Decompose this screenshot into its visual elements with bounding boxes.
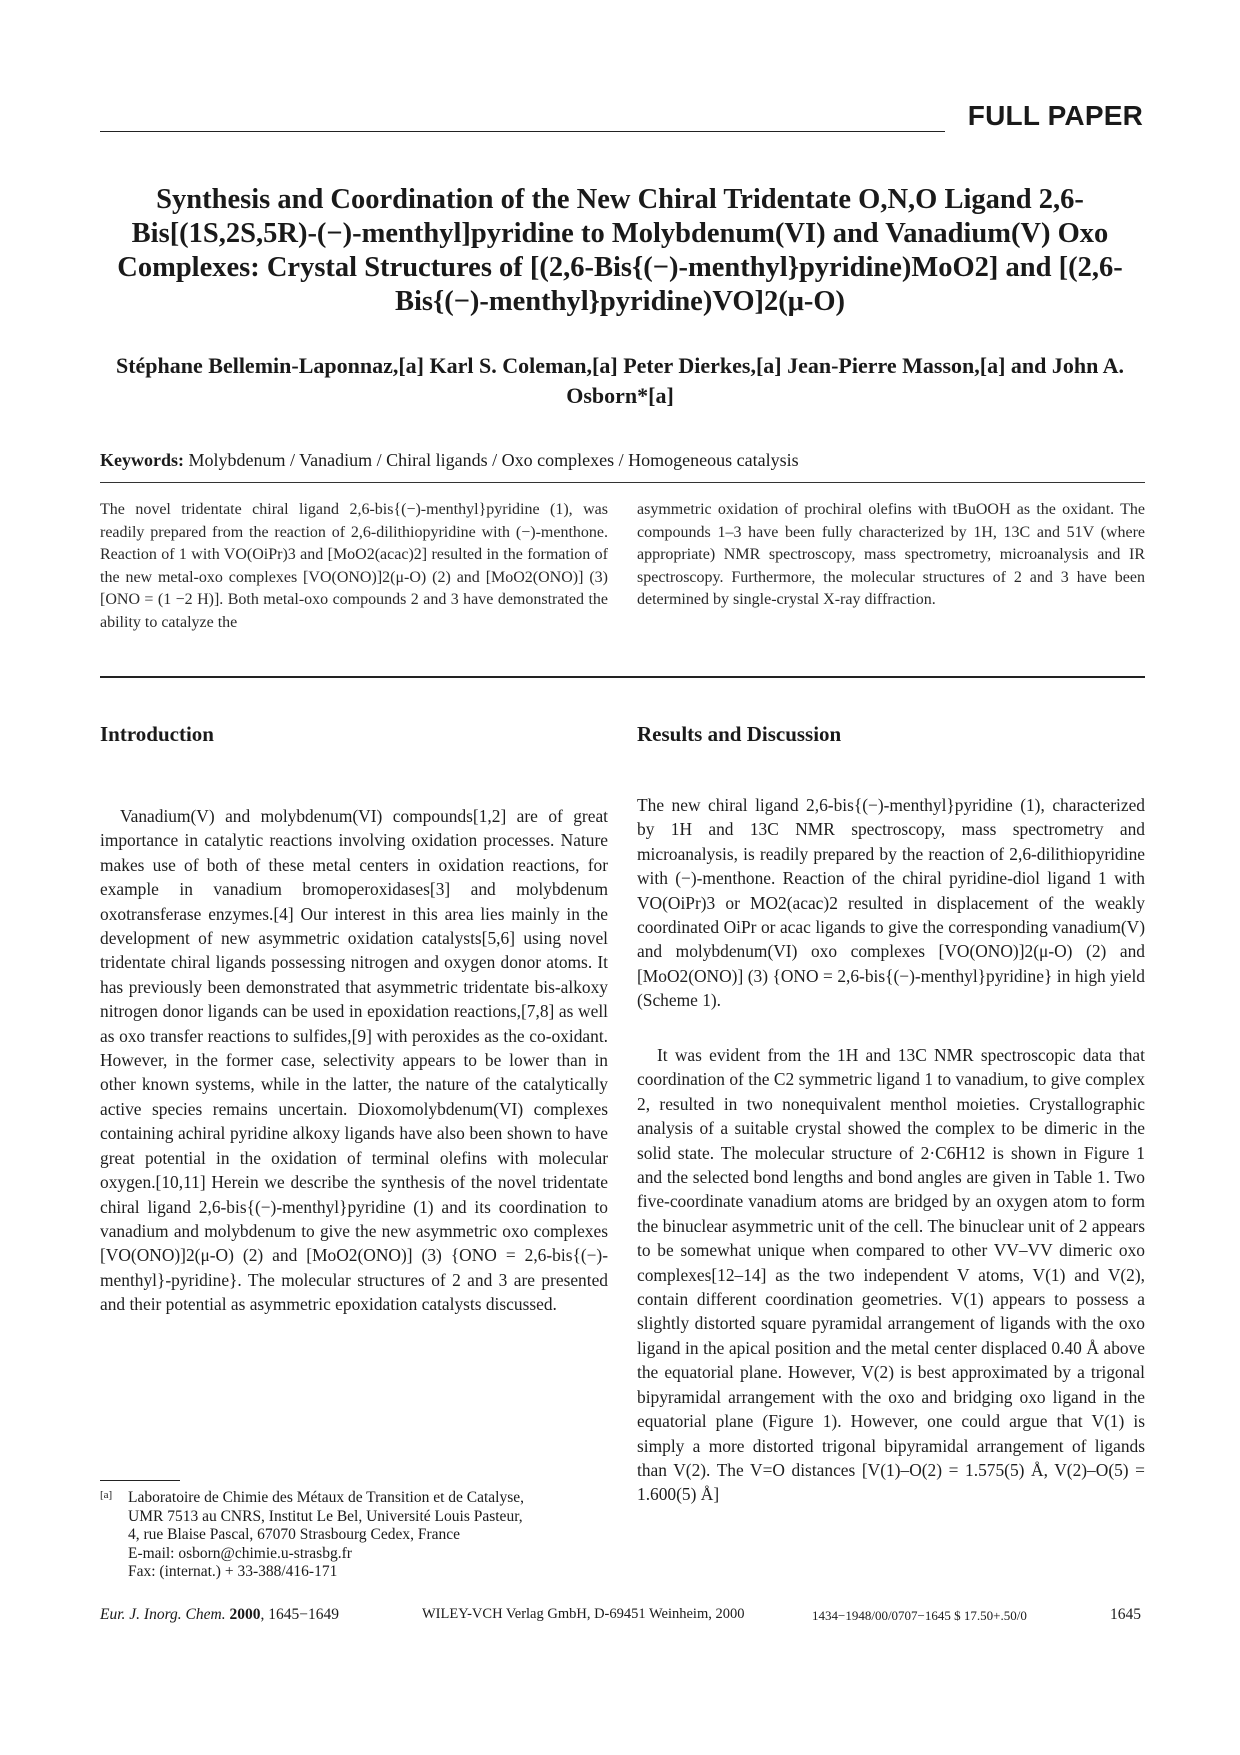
keywords-label: Keywords: bbox=[100, 450, 184, 470]
results-heading: Results and Discussion bbox=[637, 722, 842, 746]
journal-citation bbox=[100, 1606, 339, 1624]
abstract-rule bbox=[100, 676, 1145, 678]
journal-name: Eur. J. Inorg. Chem. bbox=[100, 1606, 226, 1623]
issn-line: 1434−1948/00/0707−1645 $ 17.50+.50/0 bbox=[812, 1608, 1027, 1623]
abstract-right-column: asymmetric oxidation of prochiral olefins with tBuOOH as the oxidant. The compounds 1–3 have been fully characterized by 1H, 13C and 51V (where appropriate) NMR spectroscopy, mass spectrometry, microanalysis and IR spectroscopy. Furthermore, the molecular structures of 2 and 3 have been determined by single-crystal X-ray diffraction. bbox=[637, 501, 1145, 608]
section-label: FULL PAPER bbox=[967, 100, 1143, 131]
footnote-line: Fax: (internat.) + 33-388/416-171 bbox=[128, 1563, 338, 1580]
keywords-line bbox=[100, 448, 1140, 472]
article-title: Synthesis and Coordination of the New Chiral Tridentate O,N,O Ligand 2,6-Bis[(1S,2S,5R)-(−)-menthyl]pyridine to Molybdenum(VI) and Vanadium(V) Oxo Complexes: Crystal Structures of [(2,6-Bis{(−)-menthyl}pyridine)MoO2] and [(2,6-Bis{(−)-menthyl}pyridine)VO]2(μ-O) bbox=[117, 184, 1123, 317]
footnote-mark: [a] bbox=[100, 1489, 113, 1501]
footnote-line: UMR 7513 au CNRS, Institut Le Bel, Université Louis Pasteur, bbox=[128, 1507, 523, 1525]
publisher-line: WILEY-VCH Verlag GmbH, D-69451 Weinheim, 2000 bbox=[422, 1606, 745, 1622]
results-paragraph-1: The new chiral ligand 2,6-bis{(−)-menthyl}pyridine (1), characterized by 1H and 13C NMR spectroscopy, mass spectrometry and microanalysis, is readily prepared by the reaction of 2,6-dilithiopyridine with (−)-menthone. Reaction of the chiral pyridine-diol ligand 1 with VO(OiPr)3 or MO2(acac)2 resulted in displacement of the weakly coordinated OiPr or acac ligands to give the corresponding vanadium(V) and molybdenum(VI) oxo complexes [VO(ONO)]2(μ-O) (2) and [MoO2(ONO)] (3) {ONO = 2,6-bis{(−)-menthyl}pyridine} in high yield (Scheme 1). bbox=[637, 795, 1145, 1011]
author-list: Stéphane Bellemin-Laponnaz,[a] Karl S. Coleman,[a] Peter Dierkes,[a] Jean-Pierre Masson,[a] and John A. Osborn*[a] bbox=[115, 353, 1125, 408]
footnote-email[interactable]: E-mail: osborn@chimie.u-strasbg.fr bbox=[128, 1544, 352, 1562]
abstract-left-column: The novel tridentate chiral ligand 2,6-bis{(−)-menthyl}pyridine (1), was readily prepared from the reaction of 2,6-dilithiopyridine with (−)-menthone. Reaction of 1 with VO(OiPr)3 and [MoO2(acac)2] resulted in the formation of the new metal-oxo complexes [VO(ONO)]2(μ-O) (2) and [MoO2(ONO)] (3) [ONO = (1 −2 H)]. Both metal-oxo compounds 2 and 3 have demonstrated the ability to catalyze the bbox=[100, 501, 608, 631]
footnote-line: Laboratoire de Chimie des Métaux de Transition et de Catalyse, bbox=[128, 1489, 525, 1506]
footnote-line: 4, rue Blaise Pascal, 67070 Strasbourg Cedex, France bbox=[128, 1526, 461, 1543]
footnote-rule bbox=[100, 1480, 180, 1481]
header-rule bbox=[100, 131, 945, 132]
journal-year: 2000 bbox=[229, 1606, 261, 1623]
page-number: 1645 bbox=[1110, 1606, 1141, 1623]
journal-pages: , 1645−1649 bbox=[260, 1606, 339, 1623]
keywords-text: Molybdenum / Vanadium / Chiral ligands / Oxo complexes / Homogeneous catalysis bbox=[188, 450, 799, 470]
introduction-heading: Introduction bbox=[100, 722, 214, 746]
keywords-rule bbox=[100, 482, 1145, 483]
introduction-text: Vanadium(V) and molybdenum(VI) compounds[1,2] are of great importance in catalytic reactions involving oxidation processes. Nature makes use of both of these metal centers in oxidation reactions, for example in vanadium bromoperoxidases[3] and molybdenum oxotransferase enzymes.[4] Our interest in this area lies mainly in the development of new asymmetric oxidation catalysts[5,6] using novel tridentate chiral ligands possessing nitrogen and oxygen donor atoms. It has previously been demonstrated that asymmetric tridentate bis-alkoxy nitrogen donor ligands can be used in epoxidation reactions,[7,8] as well as oxo transfer reactions to sulfides,[9] with peroxides as the co-oxidant. However, in the former case, selectivity appears to be lower than in other known systems, while in the latter, the nature of the catalytically active species remains uncertain. Dioxomolybdenum(VI) complexes containing achiral pyridine alkoxy ligands have also been shown to have great potential in the oxidation of terminal olefins with molecular oxygen.[10,11] Herein we describe the synthesis of the novel tridentate chiral ligand 2,6-bis{(−)-menthyl}pyridine (1) and its coordination to vanadium and molybdenum to give the new asymmetric oxo complexes [VO(ONO)]2(μ-O) (2) and [MoO2(ONO)] (3) {ONO = 2,6-bis{(−)-menthyl}-pyridine}. The molecular structures of 2 and 3 are presented and their potential as asymmetric epoxidation catalysts discussed. bbox=[100, 806, 608, 1315]
results-paragraph-2: It was evident from the 1H and 13C NMR spectroscopic data that coordination of the C2 symmetric ligand 1 to vanadium, to give complex 2, resulted in two nonequivalent menthol moieties. Crystallographic analysis of a suitable crystal showed the complex to be dimeric in the solid state. The molecular structure of 2·C6H12 is shown in Figure 1 and the selected bond lengths and bond angles are given in Table 1. Two five-coordinate vanadium atoms are bridged by an oxygen atom to form the binuclear asymmetric unit of the cell. The binuclear unit of 2 appears to be somewhat unique when compared to other VV–VV dimeric oxo complexes[12–14] as the two independent V atoms, V(1) and V(2), contain different coordination geometries. V(1) appears to possess a slightly distorted square pyramidal arrangement of ligands with the oxo ligand in the apical position and the metal center displaced 0.40 Å above the equatorial plane. However, V(2) is best approximated by a trigonal bipyramidal arrangement with the oxo and bridging oxo ligand in the equatorial plane (Figure 1). However, one could argue that V(1) is simply a more distorted trigonal bipyramidal arrangement of ligands than V(2). The V=O distances [V(1)–O(2) = 1.575(5) Å, V(2)–O(5) = 1.600(5) Å] bbox=[637, 1045, 1145, 1505]
affiliation-footnote bbox=[100, 1489, 608, 1582]
